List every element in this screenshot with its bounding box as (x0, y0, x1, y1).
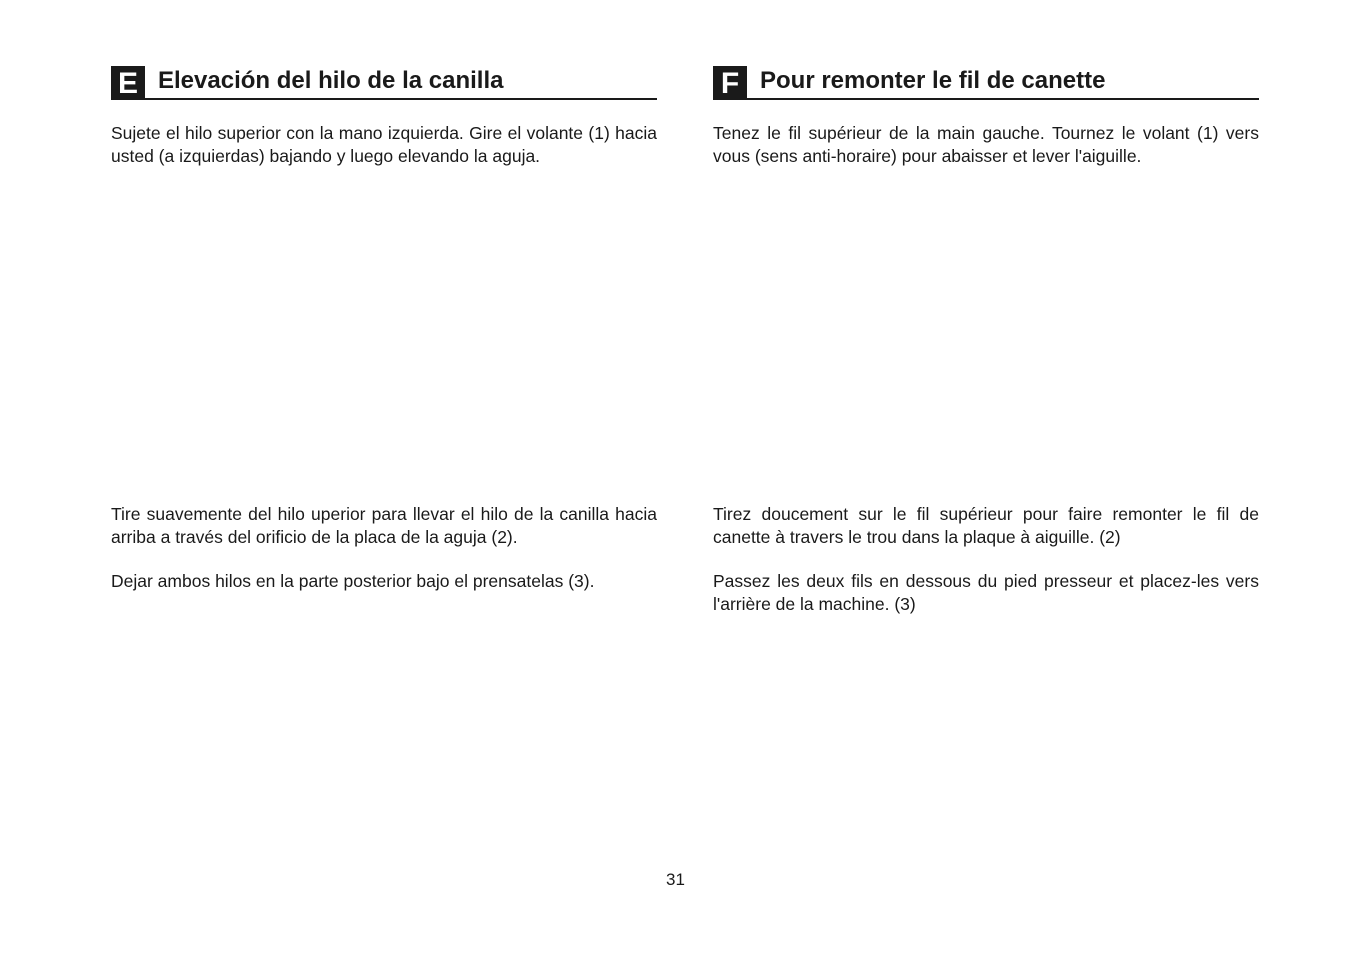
language-badge-f: F (713, 66, 747, 100)
language-badge-e: E (111, 66, 145, 100)
paragraph-step-2-spanish: Tire suavemente del hilo uperior para llevar el hilo de la canilla hacia arriba a través del orificio de la placa de la aguja (2). (111, 504, 657, 547)
paragraph-step-3-french: Passez les deux fils en dessous du pied presseur et placez-les vers l'arrière de la machine. (3) (713, 571, 1259, 614)
paragraph-step-1-spanish: Sujete el hilo superior con la mano izquierda. Gire el volante (1) hacia usted (a izquierdas) bajando y luego elevando la aguja. (111, 123, 657, 166)
page-number: 31 (666, 870, 685, 889)
paragraph-step-1-french: Tenez le fil supérieur de la main gauche. Tournez le volant (1) vers vous (sens anti-horaire) pour abaisser et lever l'aiguille. (713, 123, 1259, 166)
section-title-spanish: Elevación del hilo de la canilla (158, 67, 504, 94)
section-title-french: Pour remonter le fil de canette (760, 67, 1106, 94)
paragraph-step-3-spanish: Dejar ambos hilos en la parte posterior bajo el prensatelas (3). (111, 571, 595, 591)
section-heading-spanish (111, 66, 657, 100)
section-heading-french (713, 66, 1259, 100)
paragraph-step-2-french: Tirez doucement sur le fil supérieur pour faire remonter le fil de canette à travers le trou dans la plaque à aiguille. (2) (713, 504, 1259, 547)
